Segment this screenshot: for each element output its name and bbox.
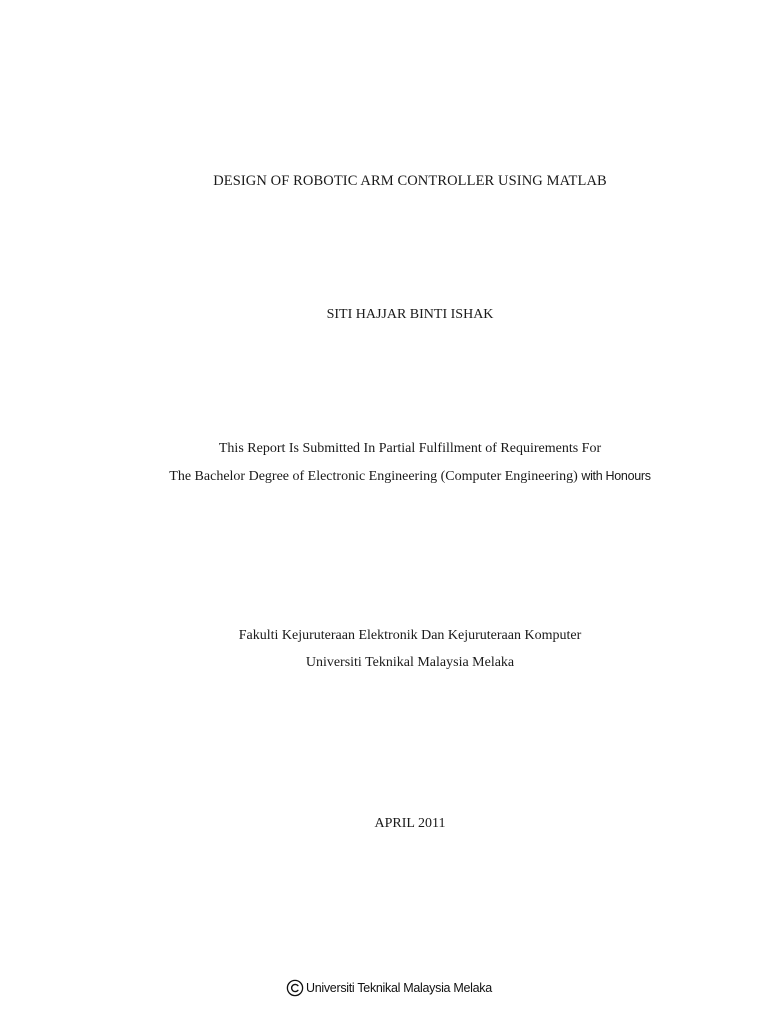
submission-date: APRIL 2011 [374,816,446,831]
author-name: SITI HAJJAR BINTI ISHAK [326,307,494,322]
degree-name: The Bachelor Degree of Electronic Engineering (Computer Engineering) [169,469,578,484]
university-name: Universiti Teknikal Malaysia Melaka [305,655,515,670]
submission-statement-line-1: This Report Is Submitted In Partial Fulfillment of Requirements For [218,441,602,456]
honours-text: with Honours [581,469,651,483]
copyright-footer [286,977,492,999]
faculty-name: Fakulti Kejuruteraan Elektronik Dan Kejuruteraan Komputer [238,628,582,643]
copyright-icon [286,979,304,997]
copyright-text: Universiti Teknikal Malaysia Melaka [306,981,492,995]
document-title: DESIGN OF ROBOTIC ARM CONTROLLER USING MATLAB [213,173,607,189]
submission-statement-line-2 [26,467,768,486]
